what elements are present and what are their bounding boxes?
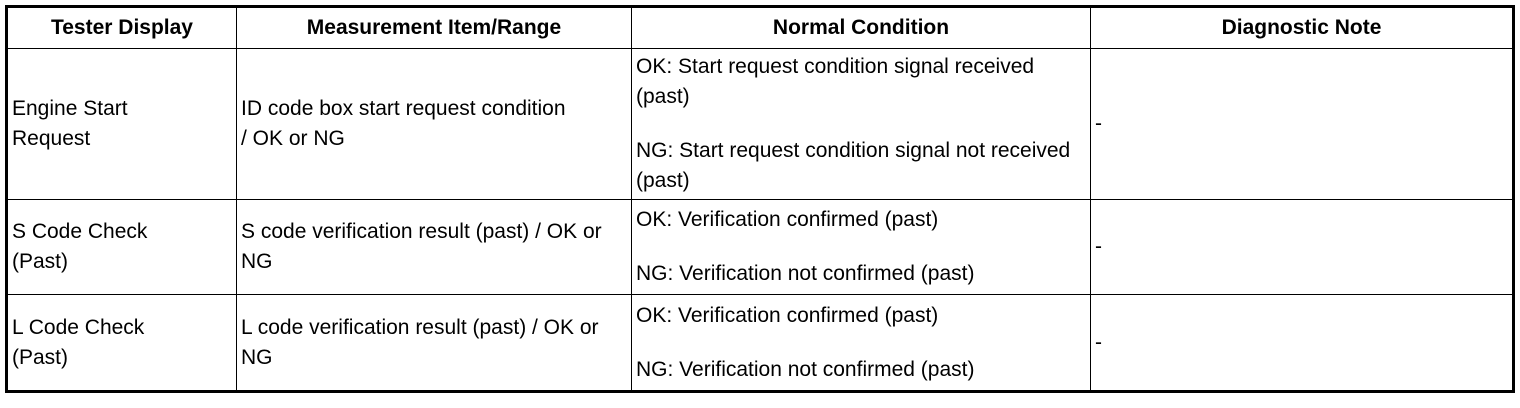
condition-ng-text: NG: Verification not confirmed (past): [636, 357, 975, 381]
cell-measurement: S code verification result (past) / OK or NG: [237, 200, 632, 295]
condition-spacer: [636, 331, 1086, 355]
cell-normal-condition: [632, 200, 1091, 295]
condition-ok-text: OK: Verification confirmed (past): [636, 303, 939, 327]
header-normal-condition: Normal Condition: [632, 7, 1091, 49]
cell-tester-display: L Code Check (Past): [7, 295, 237, 392]
table-row: [7, 49, 1514, 200]
condition-spacer: [636, 235, 1086, 259]
cell-diagnostic-note: -: [1091, 295, 1514, 392]
cell-measurement: L code verification result (past) / OK or NG: [237, 295, 632, 392]
cell-diagnostic-note: -: [1091, 49, 1514, 200]
condition-spacer: [636, 112, 1086, 136]
condition-ok-text: OK: Start request condition signal received (past): [636, 55, 1035, 108]
cell-measurement: ID code box start request condition / OK or NG: [237, 49, 632, 200]
condition-ng-text: NG: Verification not confirmed (past): [636, 262, 975, 285]
cell-tester-display: Engine Start Request: [7, 49, 237, 200]
table-row: [7, 295, 1514, 392]
header-measurement-item: Measurement Item/Range: [237, 7, 632, 49]
header-diagnostic-note: Diagnostic Note: [1091, 7, 1514, 49]
cell-normal-condition: [632, 295, 1091, 392]
header-tester-display: Tester Display: [7, 7, 237, 49]
condition-ok-text: OK: Verification confirmed (past): [636, 208, 939, 231]
table-header-row: [7, 7, 1514, 49]
table-row: [7, 200, 1514, 295]
condition-ng-text: NG: Start request condition signal not received (past): [636, 139, 1071, 192]
cell-diagnostic-note: -: [1091, 200, 1514, 295]
diagnostic-data-table: [5, 5, 1515, 393]
cell-normal-condition: [632, 49, 1091, 200]
cell-tester-display: S Code Check (Past): [7, 200, 237, 295]
